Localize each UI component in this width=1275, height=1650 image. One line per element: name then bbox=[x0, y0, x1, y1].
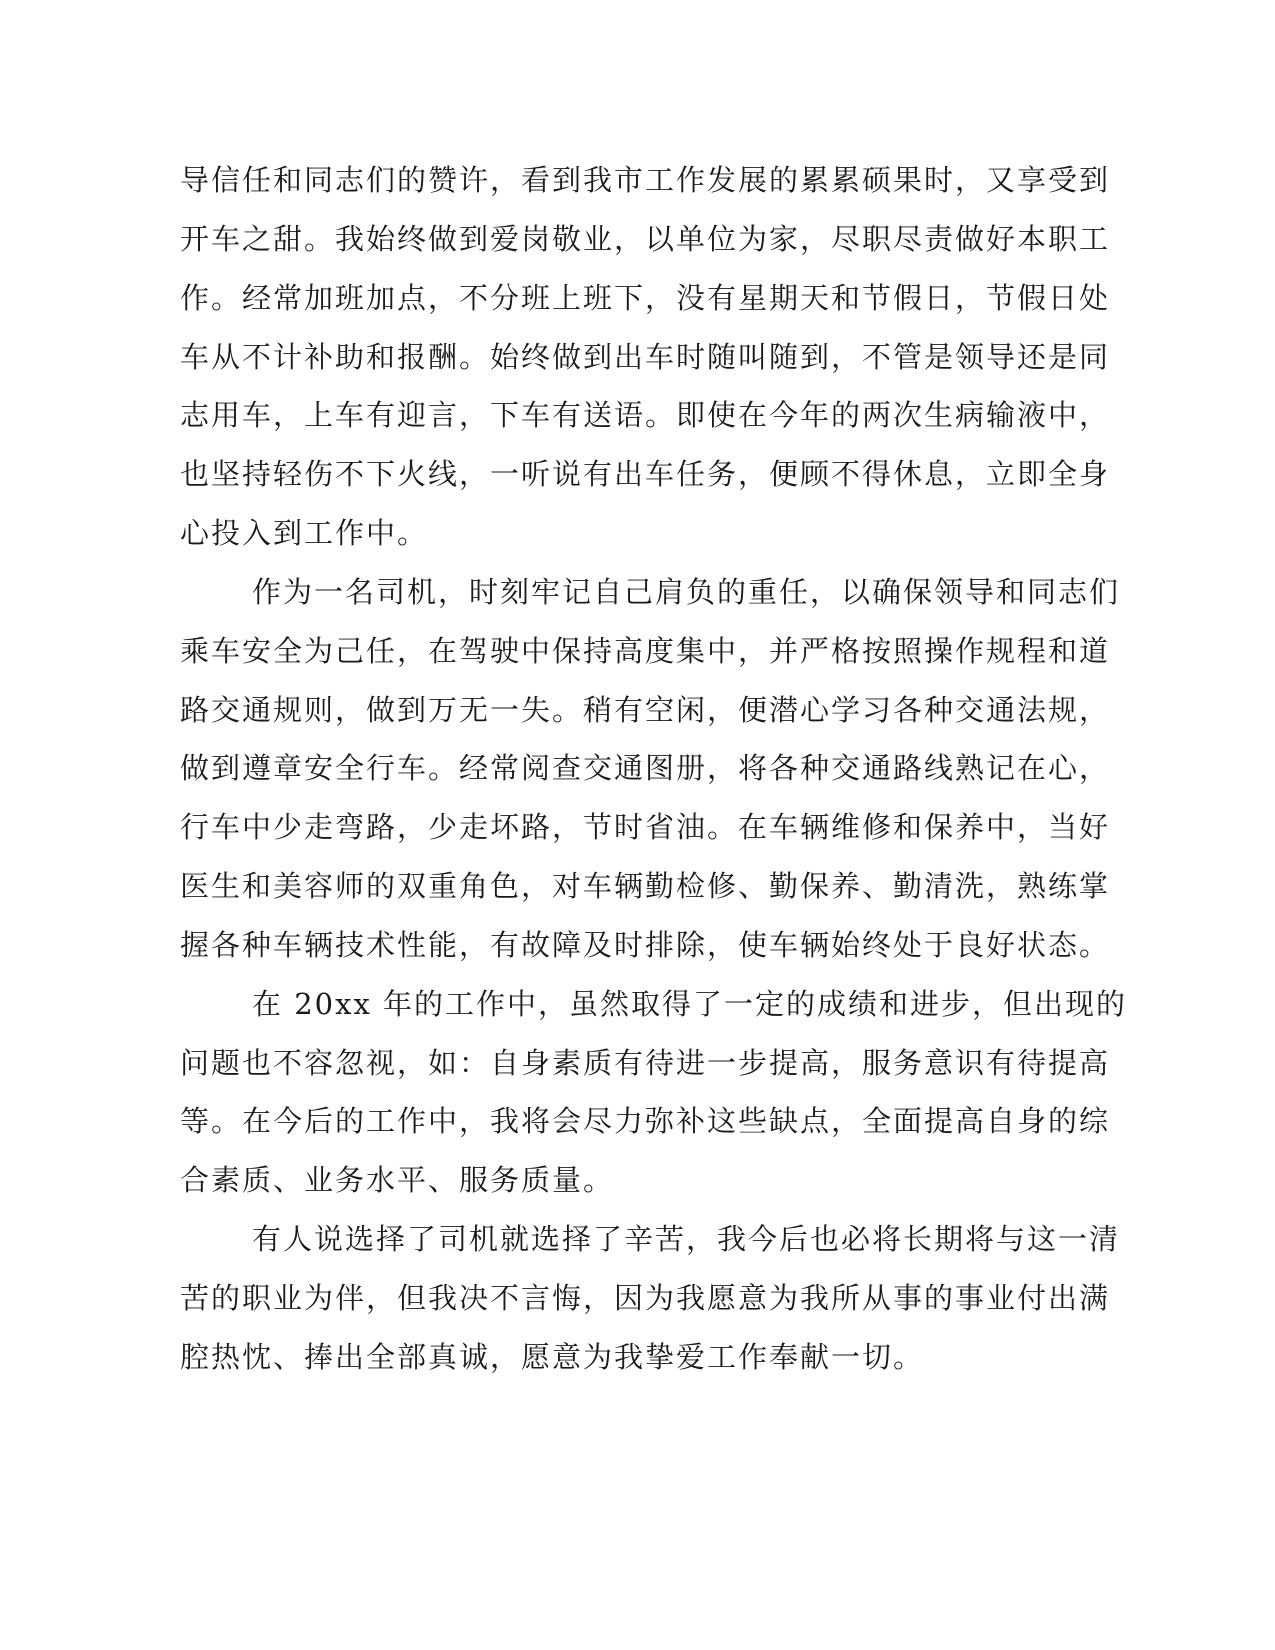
paragraph-1-line-3: 作。经常加班加点，不分班上班下，没有星期天和节假日，节假日处 bbox=[180, 281, 1111, 315]
paragraph-3-line-1: 在 20xx 年的工作中，虽然取得了一定的成绩和进步，但出现的 bbox=[252, 987, 1128, 1021]
paragraph-3-line-4: 合素质、业务水平、服务质量。 bbox=[180, 1163, 615, 1197]
paragraph-1-line-7: 心投入到工作中。 bbox=[180, 516, 429, 550]
paragraph-2-line-7: 握各种车辆技术性能，有故障及时排除，使车辆始终处于良好状态。 bbox=[180, 928, 1111, 962]
paragraph-1-line-5: 志用车，上车有迎言，下车有送语。即使在今年的两次生病输液中， bbox=[180, 398, 1111, 432]
paragraph-1-line-6: 也坚持轻伤不下火线，一听说有出车任务，便顾不得休息，立即全身 bbox=[180, 457, 1111, 491]
paragraph-1-line-4: 车从不计补助和报酬。始终做到出车时随叫随到，不管是领导还是同 bbox=[180, 340, 1111, 374]
paragraph-2-line-2: 乘车安全为己任，在驾驶中保持高度集中，并严格按照操作规程和道 bbox=[180, 634, 1111, 668]
paragraph-2-line-4: 做到遵章安全行车。经常阅查交通图册，将各种交通路线熟记在心， bbox=[180, 751, 1111, 785]
paragraph-1-line-2: 开车之甜。我始终做到爱岗敬业，以单位为家，尽职尽责做好本职工 bbox=[180, 222, 1111, 256]
paragraph-2-line-5: 行车中少走弯路，少走坏路，节时省油。在车辆维修和保养中，当好 bbox=[180, 810, 1111, 844]
paragraph-1-line-1: 导信任和同志们的赞许，看到我市工作发展的累累硕果时，又享受到 bbox=[180, 163, 1111, 197]
paragraph-2-line-3: 路交通规则，做到万无一失。稍有空闲，便潜心学习各种交通法规， bbox=[180, 693, 1111, 727]
paragraph-4-line-1: 有人说选择了司机就选择了辛苦，我今后也必将长期将与这一清 bbox=[252, 1222, 1121, 1256]
paragraph-3-line-3: 等。在今后的工作中，我将会尽力弥补这些缺点，全面提高自身的综 bbox=[180, 1104, 1111, 1138]
paragraph-4-line-2: 苦的职业为伴，但我决不言悔，因为我愿意为我所从事的事业付出满 bbox=[180, 1281, 1111, 1315]
paragraph-2-line-1: 作为一名司机，时刻牢记自己肩负的重任，以确保领导和同志们 bbox=[252, 575, 1121, 609]
paragraph-4-line-3: 腔热忱、捧出全部真诚，愿意为我挚爱工作奉献一切。 bbox=[180, 1340, 925, 1374]
paragraph-2-line-6: 医生和美容师的双重角色，对车辆勤检修、勤保养、勤清洗，熟练掌 bbox=[180, 869, 1111, 903]
paragraph-3-line-2: 问题也不容忽视，如：自身素质有待进一步提高，服务意识有待提高 bbox=[180, 1046, 1111, 1080]
